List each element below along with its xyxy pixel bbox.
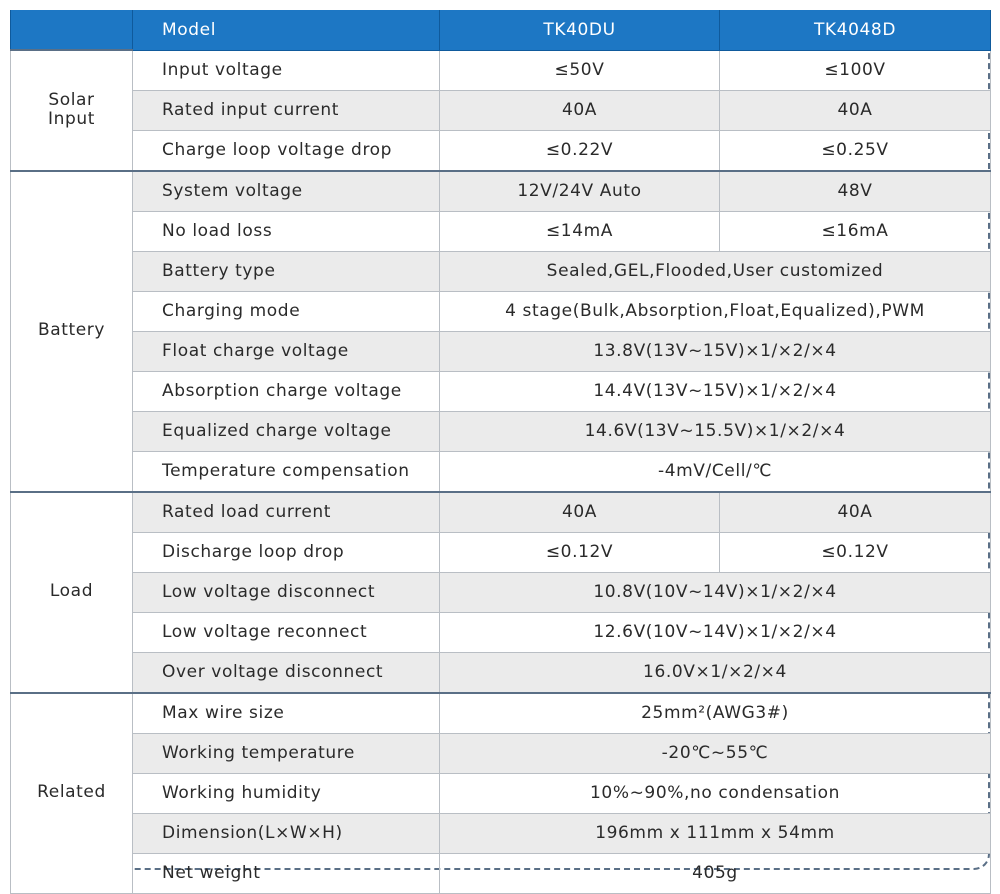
table-row <box>11 572 991 612</box>
header-row <box>11 10 991 50</box>
spec-table <box>10 10 991 894</box>
param-value-shared: 4 stage(Bulk,Absorption,Float,Equalized),PWM <box>440 291 991 331</box>
param-name: No load loss <box>133 211 440 251</box>
table-row <box>11 211 991 251</box>
param-value-shared: 10.8V(10V~14V)×1/×2/×4 <box>440 572 991 612</box>
param-name: Discharge loop drop <box>133 532 440 572</box>
table-row <box>11 331 991 371</box>
param-value-shared: -20℃~55℃ <box>440 733 991 773</box>
table-row <box>11 492 991 533</box>
table-row <box>11 532 991 572</box>
param-name: Charge loop voltage drop <box>133 130 440 171</box>
table-row <box>11 130 991 171</box>
param-name: Charging mode <box>133 291 440 331</box>
group-label: Battery <box>11 171 133 492</box>
group-label: Load <box>11 492 133 693</box>
header-col-tk40du: TK40DU <box>440 10 720 50</box>
param-name: System voltage <box>133 171 440 212</box>
param-name: Low voltage reconnect <box>133 612 440 652</box>
param-value-shared: 14.6V(13V~15.5V)×1/×2/×4 <box>440 411 991 451</box>
spec-table-frame <box>10 10 990 883</box>
param-name: Net weight <box>133 853 440 893</box>
param-name: Working humidity <box>133 773 440 813</box>
param-name: Dimension(L×W×H) <box>133 813 440 853</box>
param-value-tk4048d: ≤0.12V <box>720 532 991 572</box>
param-name: Float charge voltage <box>133 331 440 371</box>
param-name: Absorption charge voltage <box>133 371 440 411</box>
param-value-shared: 13.8V(13V~15V)×1/×2/×4 <box>440 331 991 371</box>
param-value-tk40du: ≤0.22V <box>440 130 720 171</box>
param-value-tk40du: ≤14mA <box>440 211 720 251</box>
table-row <box>11 853 991 893</box>
param-name: Low voltage disconnect <box>133 572 440 612</box>
param-value-shared: 10%~90%,no condensation <box>440 773 991 813</box>
table-row <box>11 171 991 212</box>
param-value-shared: 405g <box>440 853 991 893</box>
table-row <box>11 813 991 853</box>
table-row <box>11 693 991 734</box>
param-value-shared: 25mm²(AWG3#) <box>440 693 991 734</box>
header-col-tk4048d: TK4048D <box>720 10 991 50</box>
param-name: Rated input current <box>133 90 440 130</box>
param-name: Battery type <box>133 251 440 291</box>
table-row <box>11 411 991 451</box>
param-value-shared: -4mV/Cell/℃ <box>440 451 991 492</box>
param-value-tk4048d: ≤16mA <box>720 211 991 251</box>
table-row <box>11 652 991 693</box>
param-value-tk4048d: ≤100V <box>720 50 991 90</box>
spec-table-body <box>11 50 991 893</box>
param-value-tk40du: ≤50V <box>440 50 720 90</box>
param-value-tk40du: ≤0.12V <box>440 532 720 572</box>
param-name: Temperature compensation <box>133 451 440 492</box>
param-value-tk4048d: ≤0.25V <box>720 130 991 171</box>
param-value-tk4048d: 40A <box>720 90 991 130</box>
param-value-tk40du: 40A <box>440 90 720 130</box>
table-row <box>11 612 991 652</box>
param-value-shared: 12.6V(10V~14V)×1/×2/×4 <box>440 612 991 652</box>
table-row <box>11 291 991 331</box>
param-value-tk4048d: 40A <box>720 492 991 533</box>
header-model: Model <box>133 10 440 50</box>
header-group-cell <box>11 10 133 50</box>
param-name: Input voltage <box>133 50 440 90</box>
table-row <box>11 251 991 291</box>
param-value-shared: 196mm x 111mm x 54mm <box>440 813 991 853</box>
param-name: Working temperature <box>133 733 440 773</box>
table-row <box>11 50 991 90</box>
table-row <box>11 90 991 130</box>
group-label: Related <box>11 693 133 894</box>
param-name: Max wire size <box>133 693 440 734</box>
table-row <box>11 773 991 813</box>
table-row <box>11 451 991 492</box>
param-name: Rated load current <box>133 492 440 533</box>
table-row <box>11 371 991 411</box>
param-name: Over voltage disconnect <box>133 652 440 693</box>
param-value-tk40du: 12V/24V Auto <box>440 171 720 212</box>
group-label: Solar Input <box>11 50 133 171</box>
param-value-tk4048d: 48V <box>720 171 991 212</box>
param-value-shared: 14.4V(13V~15V)×1/×2/×4 <box>440 371 991 411</box>
table-row <box>11 733 991 773</box>
param-name: Equalized charge voltage <box>133 411 440 451</box>
param-value-shared: 16.0V×1/×2/×4 <box>440 652 991 693</box>
param-value-tk40du: 40A <box>440 492 720 533</box>
param-value-shared: Sealed,GEL,Flooded,User customized <box>440 251 991 291</box>
